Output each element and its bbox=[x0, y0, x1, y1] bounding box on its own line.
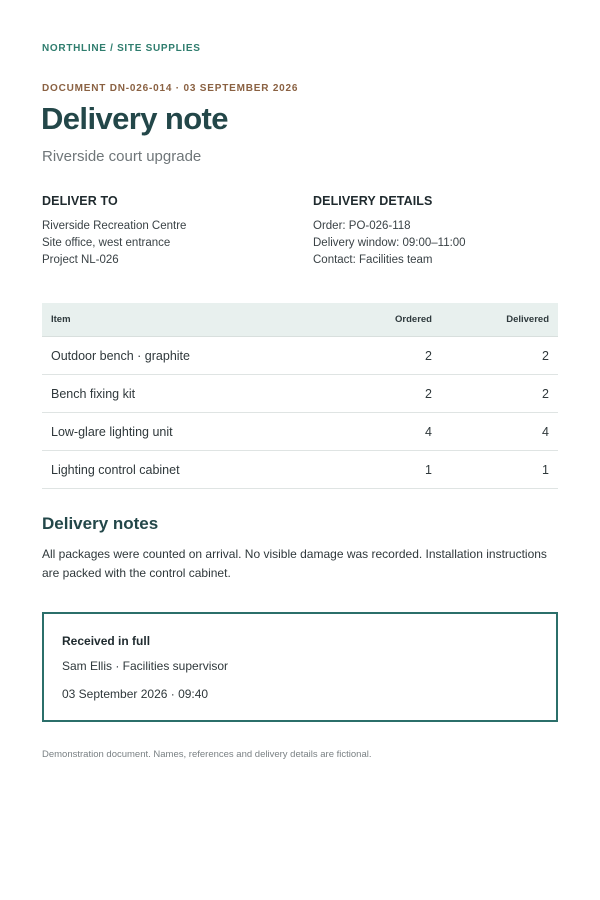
ordered-cell: 2 bbox=[312, 337, 432, 375]
delivery-details-line: Contact: Facilities team bbox=[313, 254, 433, 266]
page-subtitle: Riverside court upgrade bbox=[42, 148, 202, 165]
page-title: Delivery note bbox=[41, 101, 228, 136]
table-row bbox=[42, 337, 558, 375]
received-signatory: Sam Ellis · Facilities supervisor bbox=[62, 659, 229, 673]
items-table bbox=[42, 303, 558, 489]
table-row bbox=[42, 451, 558, 489]
item-cell: Outdoor bench · graphite bbox=[42, 337, 312, 375]
item-cell: Bench fixing kit bbox=[42, 375, 312, 413]
deliver-to-line: Riverside Recreation Centre bbox=[42, 220, 187, 232]
delivery-notes-heading: Delivery notes bbox=[42, 514, 159, 533]
brand-label: NORTHLINE / SITE SUPPLIES bbox=[42, 43, 201, 54]
delivered-cell: 4 bbox=[432, 413, 558, 451]
footnote: Demonstration document. Names, references and delivery details are fictional. bbox=[42, 749, 372, 760]
table-header-row bbox=[42, 303, 558, 337]
received-timestamp: 03 September 2026 · 09:40 bbox=[62, 687, 209, 701]
delivery-details-line: Delivery window: 09:00–11:00 bbox=[313, 237, 466, 249]
deliver-to-heading: DELIVER TO bbox=[42, 194, 118, 208]
ordered-cell: 4 bbox=[312, 413, 432, 451]
delivery-details-heading: DELIVERY DETAILS bbox=[313, 194, 433, 208]
delivered-cell: 2 bbox=[432, 375, 558, 413]
ordered-cell: 1 bbox=[312, 451, 432, 489]
delivered-cell: 2 bbox=[432, 337, 558, 375]
delivery-details-block bbox=[313, 194, 563, 269]
deliver-to-line: Project NL-026 bbox=[42, 254, 119, 266]
document-reference: DOCUMENT DN-026-014 · 03 SEPTEMBER 2026 bbox=[42, 83, 299, 94]
deliver-to-line: Site office, west entrance bbox=[42, 237, 171, 249]
delivered-cell: 1 bbox=[432, 451, 558, 489]
table-row bbox=[42, 413, 558, 451]
delivery-notes-text: All packages were counted on arrival. No visible damage was recorded. Installation instructions are packed with the control cabinet. bbox=[42, 547, 547, 580]
item-cell: Low-glare lighting unit bbox=[42, 413, 312, 451]
delivery-details-line: Order: PO-026-118 bbox=[313, 220, 411, 232]
received-box bbox=[42, 612, 558, 722]
column-header-item: Item bbox=[42, 303, 312, 337]
deliver-to-block bbox=[42, 194, 292, 269]
ordered-cell: 2 bbox=[312, 375, 432, 413]
received-heading: Received in full bbox=[62, 634, 151, 648]
column-header-ordered: Ordered bbox=[312, 303, 432, 337]
column-header-delivered: Delivered bbox=[432, 303, 558, 337]
table-row bbox=[42, 375, 558, 413]
item-cell: Lighting control cabinet bbox=[42, 451, 312, 489]
